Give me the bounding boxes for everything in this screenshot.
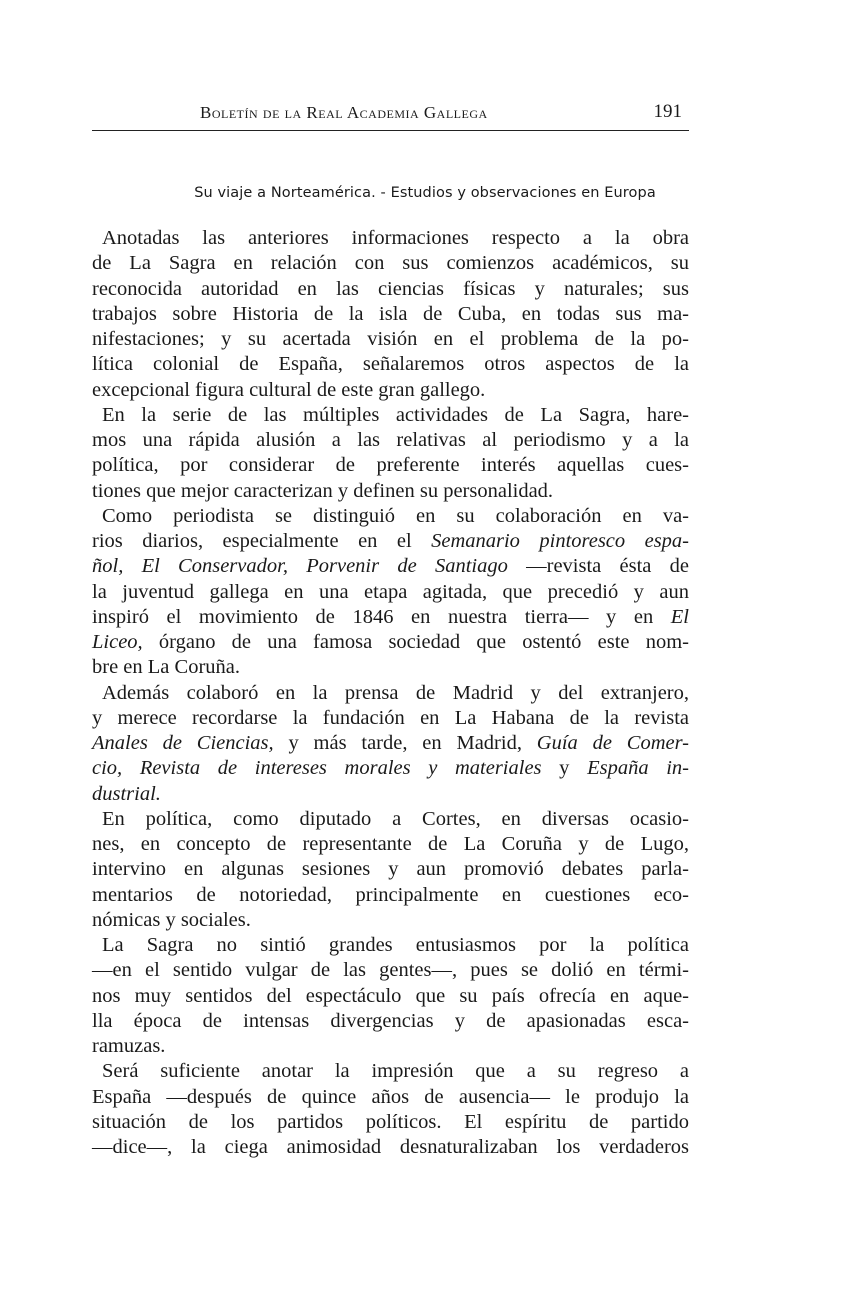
running-title: Boletín de la Real Academia Gallega: [200, 103, 488, 122]
text-line: [92, 352, 689, 377]
text-segment: —en el sentido vulgar de las gentes—, pues se dolió en térmi-: [92, 959, 689, 982]
text-line: [92, 277, 689, 302]
text-line: [92, 807, 689, 832]
text-line: [92, 453, 689, 478]
paragraph: [92, 681, 689, 807]
text-line: [92, 782, 689, 807]
text-segment: Además colaboró en la prensa de Madrid y del extranjero,: [102, 681, 689, 704]
page-number: 191: [653, 101, 682, 122]
text-segment: la juventud gallega en una etapa agitada, que precedió y aun: [92, 580, 689, 603]
text-segment: trabajos sobre Historia de la isla de Cuba, en todas sus ma-: [92, 302, 689, 325]
text-segment: Será suficiente anotar la impresión que a su regreso a: [102, 1060, 689, 1083]
text-segment: inspiró el movimiento de 1846 en nuestra tierra— y en: [92, 605, 671, 628]
text-segment: rios diarios, especialmente en el: [92, 530, 432, 552]
text-segment: lla época de intensas divergencias y de apasionadas esca-: [92, 1009, 689, 1032]
text-line: [92, 226, 689, 251]
paragraph: [92, 504, 689, 681]
text-line: [92, 681, 689, 706]
paragraph: [92, 226, 689, 403]
text-line: [92, 251, 689, 276]
text-segment: nos muy sentidos del espectáculo que su país ofrecía en aque-: [92, 984, 689, 1007]
text-segment: lítica colonial de España, señalaremos otros aspectos de la: [92, 353, 689, 376]
text-segment: intervino en algunas sesiones y aun promovió debates parla-: [92, 858, 689, 881]
text-segment: La Sagra no sintió grandes entusiasmos por la política: [102, 934, 689, 956]
italic-title: España in-: [587, 757, 689, 780]
text-line: [92, 504, 689, 529]
text-segment: tiones que mejor caracterizan y definen su personalidad.: [92, 479, 554, 502]
text-segment: bre en La Coruña.: [92, 656, 240, 679]
text-line: [92, 554, 689, 579]
paragraph: [92, 1059, 689, 1160]
text-segment: reconocida autoridad en las ciencias físicas y naturales; sus: [92, 277, 689, 300]
italic-title: ñol, El Conservador, Porvenir de Santiago: [92, 555, 508, 578]
text-segment: España —después de quince años de ausencia— le produjo la: [92, 1085, 689, 1108]
text-line: [92, 428, 689, 453]
header-rule: [92, 130, 689, 131]
text-line: [92, 655, 689, 680]
text-segment: órgano de una famosa sociedad que ostentó este nom-: [142, 631, 689, 653]
paragraph: [92, 807, 689, 933]
text-line: [92, 908, 689, 933]
section-subtitle: Su viaje a Norteamérica. - Estudios y observaciones en Europa: [194, 185, 656, 201]
text-line: [92, 706, 689, 731]
text-segment: —dice—, la ciega animosidad desnaturalizaban los verdaderos: [92, 1136, 689, 1158]
italic-title: cio, Revista de intereses morales y materiales: [92, 757, 542, 780]
text-segment: mos una rápida alusión a las relativas al periodismo y a la: [92, 429, 689, 451]
text-line: [92, 327, 689, 352]
text-line: [92, 630, 689, 655]
text-line: [92, 605, 689, 630]
text-line: [92, 756, 689, 781]
text-segment: y más tarde, en Madrid,: [273, 732, 537, 754]
text-line: [92, 1085, 689, 1110]
italic-title: dustrial.: [92, 782, 161, 805]
text-segment: Como periodista se distinguió en su colaboración en va-: [102, 504, 689, 527]
text-line: [92, 883, 689, 908]
paragraph: [92, 933, 689, 1059]
text-line: [92, 529, 689, 554]
text-line: [92, 1059, 689, 1084]
text-segment: y merece recordarse la fundación en La Habana de la revista: [92, 706, 689, 729]
text-line: [92, 403, 689, 428]
text-line: [92, 984, 689, 1009]
italic-title: Guía de Comer-: [536, 732, 689, 754]
text-line: [92, 1135, 689, 1160]
text-line: [92, 933, 689, 958]
text-line: [92, 580, 689, 605]
text-segment: nes, en concepto de representante de La Coruña y de Lugo,: [92, 833, 689, 855]
text-line: [92, 1110, 689, 1135]
text-line: [92, 479, 689, 504]
text-segment: En la serie de las múltiples actividades de La Sagra, hare-: [102, 403, 689, 426]
text-line: [92, 302, 689, 327]
text-line: [92, 1009, 689, 1034]
text-segment: ramuzas.: [92, 1035, 166, 1057]
text-segment: En política, como diputado a Cortes, en diversas ocasio-: [102, 807, 689, 830]
text-segment: de La Sagra en relación con sus comienzos académicos, su: [92, 252, 689, 275]
text-line: [92, 857, 689, 882]
text-line: [92, 731, 689, 756]
text-segment: mentarios de notoriedad, principalmente en cuestiones eco-: [92, 883, 689, 906]
text-line: [92, 378, 689, 403]
text-segment: nifestaciones; y su acertada visión en el problema de la po-: [92, 328, 689, 350]
italic-title: El: [670, 605, 689, 628]
paragraph: [92, 403, 689, 504]
text-segment: política, por considerar de preferente interés aquellas cues-: [92, 454, 689, 477]
text-segment: Anotadas las anteriores informaciones respecto a la obra: [102, 227, 689, 249]
running-header: [92, 101, 688, 127]
italic-title: Semanario pintoresco espa-: [431, 530, 689, 552]
text-segment: situación de los partidos políticos. El espíritu de partido: [92, 1110, 689, 1133]
italic-title: Liceo,: [92, 631, 143, 653]
text-line: [92, 1034, 689, 1059]
text-segment: excepcional figura cultural de este gran gallego.: [92, 378, 486, 401]
body-text: [92, 226, 689, 1160]
text-segment: y: [541, 757, 588, 780]
text-line: [92, 832, 689, 857]
text-segment: nómicas y sociales.: [92, 908, 251, 931]
italic-title: Anales de Ciencias,: [92, 732, 274, 754]
text-segment: —revista ésta de: [507, 555, 689, 578]
text-line: [92, 958, 689, 983]
